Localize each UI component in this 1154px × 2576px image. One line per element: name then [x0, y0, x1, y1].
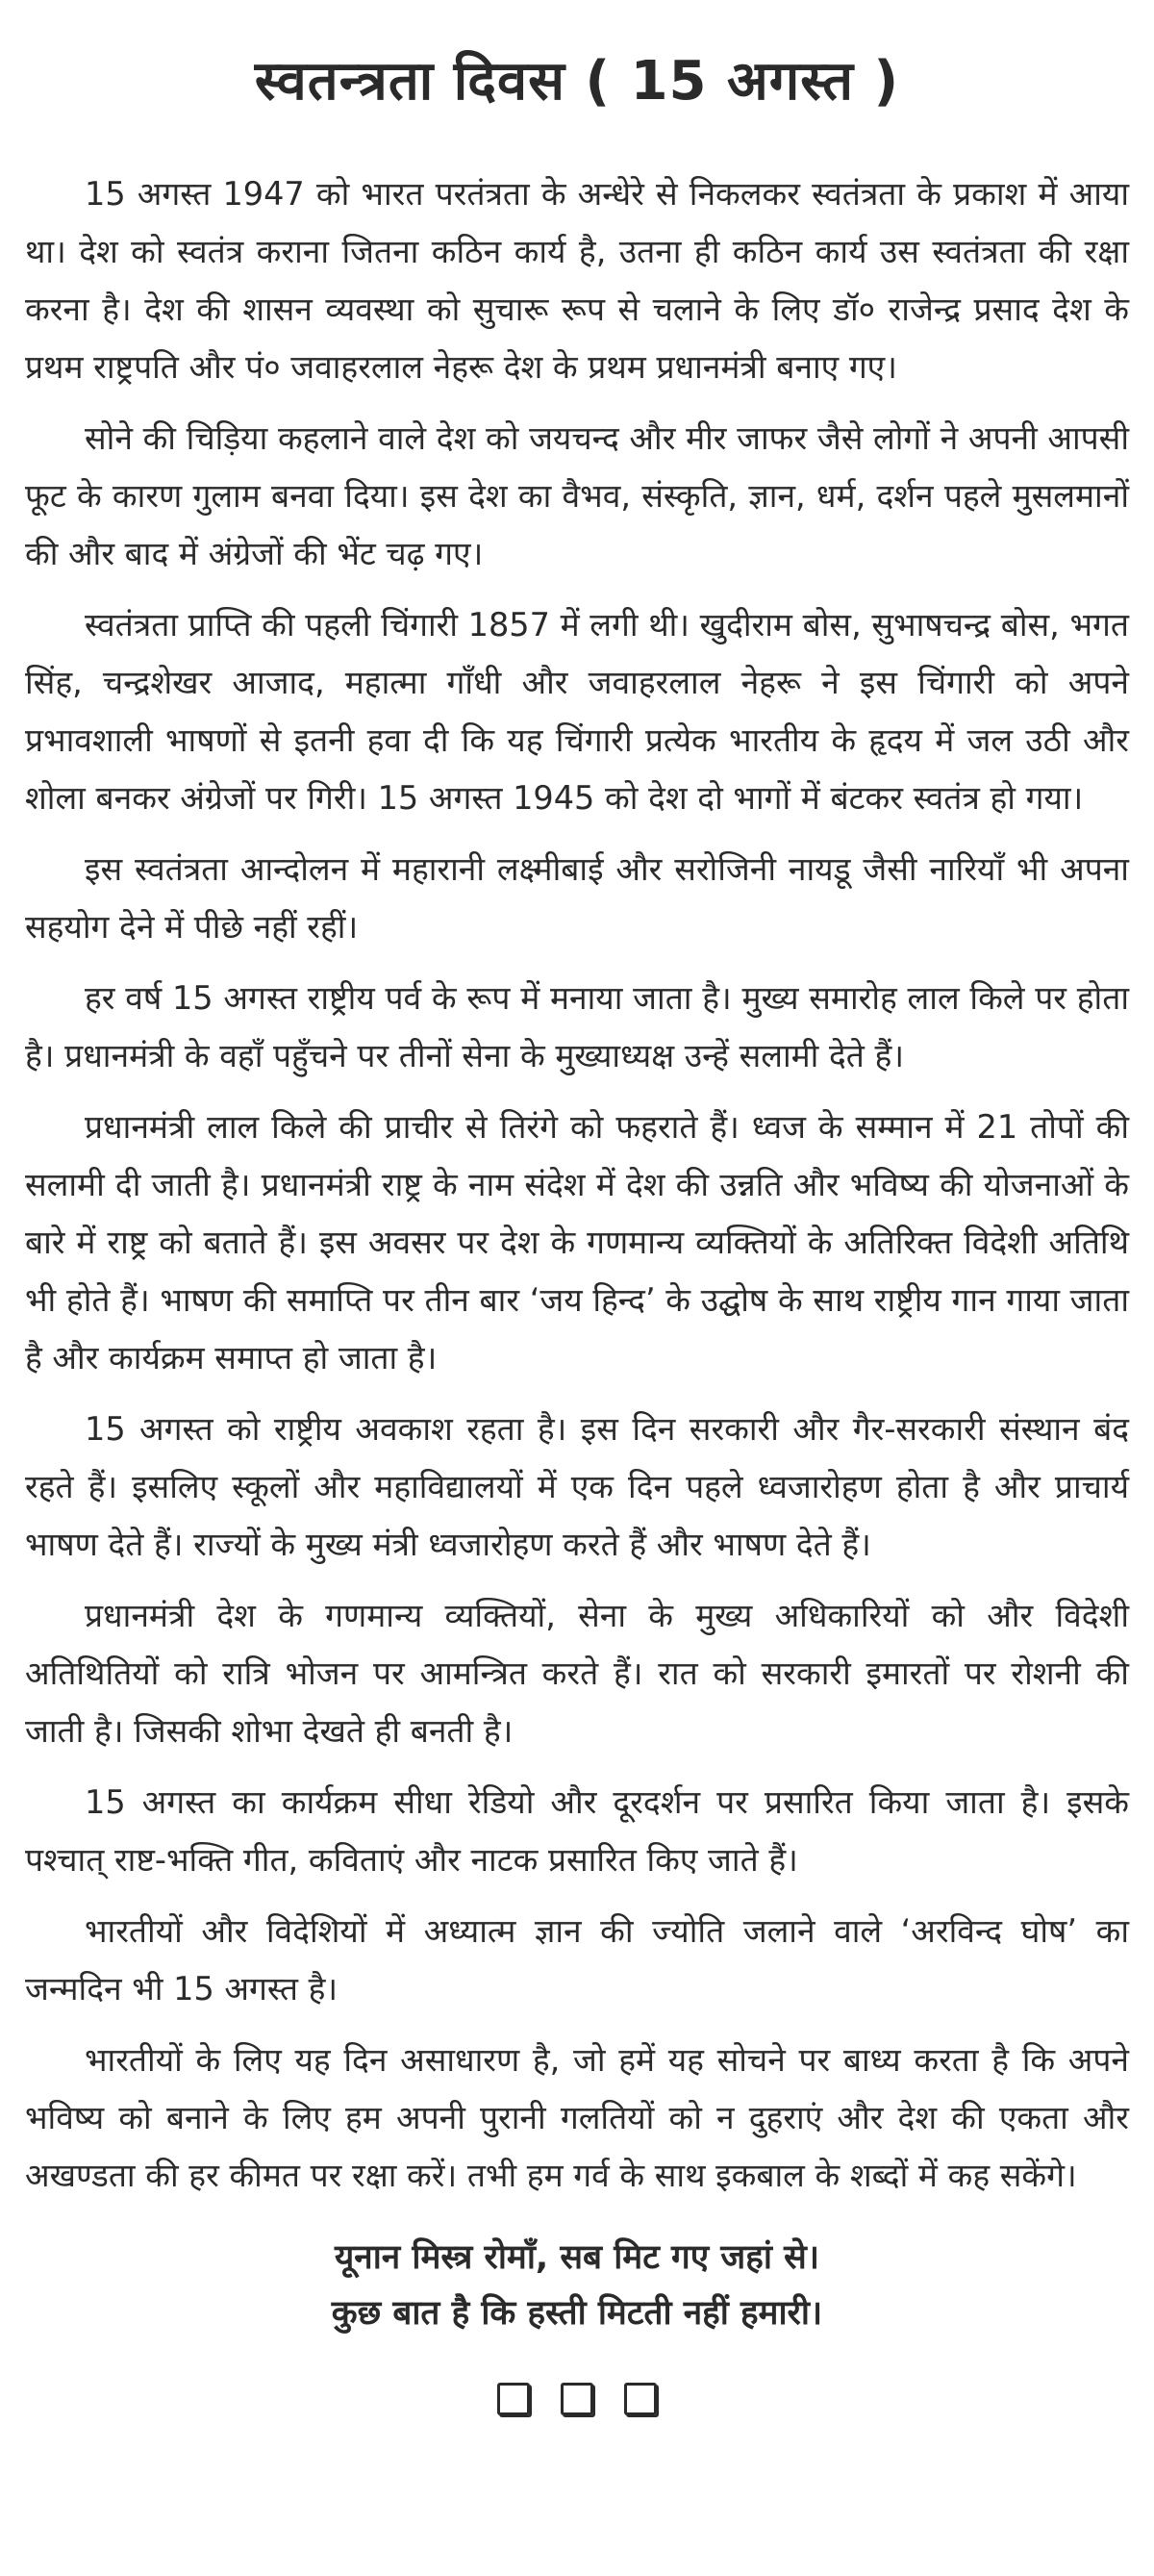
- paragraph-8: प्रधानमंत्री देश के गणमान्य व्यक्तियों, सेना के मुख्य अधिकारियों को और विदेशी अतिथितियों को रात्रि भोजन पर आमन्त्रित करते हैं। रात को सरकारी इमारतों पर रोशनी की जाती है। जिसकी शोभा देखते ही बनती है।: [25, 1597, 1129, 1750]
- paragraph-7: 15 अगस्त को राष्ट्रीय अवकाश रहता है। इस दिन सरकारी और गैर-सरकारी संस्थान बंद रहते हैं। इसलिए स्कूलों और महाविद्यालयों में एक दिन पहले ध्वजारोहण होता है और प्राचार्य भाषण देते हैं। राज्यों के मुख्य मंत्री ध्वजारोहण करते हैं और भाषण देते हैं।: [25, 1410, 1129, 1563]
- end-box-icon: [561, 2383, 593, 2415]
- page-title: स्वतन्त्रता दिवस ( 15 अगस्त ): [254, 50, 900, 113]
- paragraph-10: भारतीयों और विदेशियों में अध्यात्म ज्ञान की ज्योति जलाने वाले ‘अरविन्द घोष’ का जन्मदिन भी 15 अगस्त है।: [25, 1912, 1129, 2008]
- end-box-icon: [624, 2383, 657, 2415]
- paragraph-5: हर वर्ष 15 अगस्त राष्ट्रीय पर्व के रूप में मनाया जाता है। मुख्य समारोह लाल किले पर होता है। प्रधानमंत्री के वहाँ पहुँचने पर तीनों सेना के मुख्याध्यक्ष उन्हें सलामी देते हैं।: [25, 979, 1129, 1074]
- paragraph-11: भारतीयों के लिए यह दिन असाधारण है, जो हमें यह सोचने पर बाध्य करता है कि अपने भविष्य को बनाने के लिए हम अपनी पुरानी गलतियों को न दुहराएं और देश की एकता और अखण्डता की हर कीमत पर रक्षा करें। तभी हम गर्व के साथ इकबाल के शब्दों में कह सकेंगे।: [25, 2041, 1129, 2194]
- couplet-line-2: कुछ बात है कि हस्ती मिटती नहीं हमारी।: [331, 2294, 823, 2333]
- paragraph-3: स्वतंत्रता प्राप्ति की पहली चिंगारी 1857 में लगी थी। खुदीराम बोस, सुभाषचन्द्र बोस, भगत सिंह, चन्द्रशेखर आजाद, महात्मा गाँधी और जवाहरलाल नेहरू ने इस चिंगारी को अपने प्रभावशाली भाषणों से इतनी हवा दी कि यह चिंगारी प्रत्येक भारतीय के हृदय में जल उठी और शोला बनकर अंग्रेजों पर गिरी। 15 अगस्त 1945 को देश दो भागों में बंटकर स्वतंत्र हो गया।: [25, 606, 1129, 817]
- paragraph-6: प्रधानमंत्री लाल किले की प्राचीर से तिरंगे को फहराते हैं। ध्वज के सम्मान में 21 तोपों की सलामी दी जाती है। प्रधानमंत्री राष्ट्र के नाम संदेश में देश की उन्नति और भविष्य की योजनाओं के बारे में राष्ट्र को बताते हैं। इस अवसर पर देश के गणमान्य व्यक्तियों के अतिरिक्त विदेशी अतिथि भी होते हैं। भाषण की समाप्ति पर तीन बार ‘जय हिन्द’ के उद्घोष के साथ राष्ट्रीय गान गाया जाता है और कार्यक्रम समाप्त हो जाता है।: [25, 1108, 1129, 1376]
- paragraph-2: सोने की चिड़िया कहलाने वाले देश को जयचन्द और मीर जाफर जैसे लोगों ने अपनी आपसी फूट के कारण गुलाम बनवा दिया। इस देश का वैभव, संस्कृति, ज्ञान, धर्म, दर्शन पहले मुसलमानों की और बाद में अंग्रेजों की भेंट चढ़ गए।: [25, 419, 1129, 572]
- end-marks: [25, 2382, 1129, 2424]
- end-box-icon: [497, 2383, 530, 2415]
- couplet-line-1: यूनान मिस्त्र रोमाँ, सब मिट गए जहां से।: [335, 2238, 819, 2277]
- paragraph-1: 15 अगस्त 1947 को भारत परतंत्रता के अन्धेरे से निकलकर स्वतंत्रता के प्रकाश में आया था। देश को स्वतंत्र कराना जितना कठिन कार्य है, उतना ही कठिन कार्य उस स्वतंत्रता की रक्षा करना है। देश की शासन व्यवस्था को सुचारू रूप से चलाने के लिए डॉ० राजेन्द्र प्रसाद देश के प्रथम राष्ट्रपति और पं० जवाहरलाल नेहरू देश के प्रथम प्रधानमंत्री बनाए गए।: [25, 175, 1129, 386]
- paragraph-9: 15 अगस्त का कार्यक्रम सीधा रेडियो और दूरदर्शन पर प्रसारित किया जाता है। इसके पश्चात् राष्ट-भक्ति गीत, कविताएं और नाटक प्रसारित किए जाते हैं।: [25, 1783, 1129, 1879]
- closing-couplet: [25, 2230, 1129, 2341]
- paragraph-4: इस स्वतंत्रता आन्दोलन में महारानी लक्ष्मीबाई और सरोजिनी नायडू जैसी नारियाँ भी अपना सहयोग देने में पीछे नहीं रहीं।: [25, 850, 1129, 946]
